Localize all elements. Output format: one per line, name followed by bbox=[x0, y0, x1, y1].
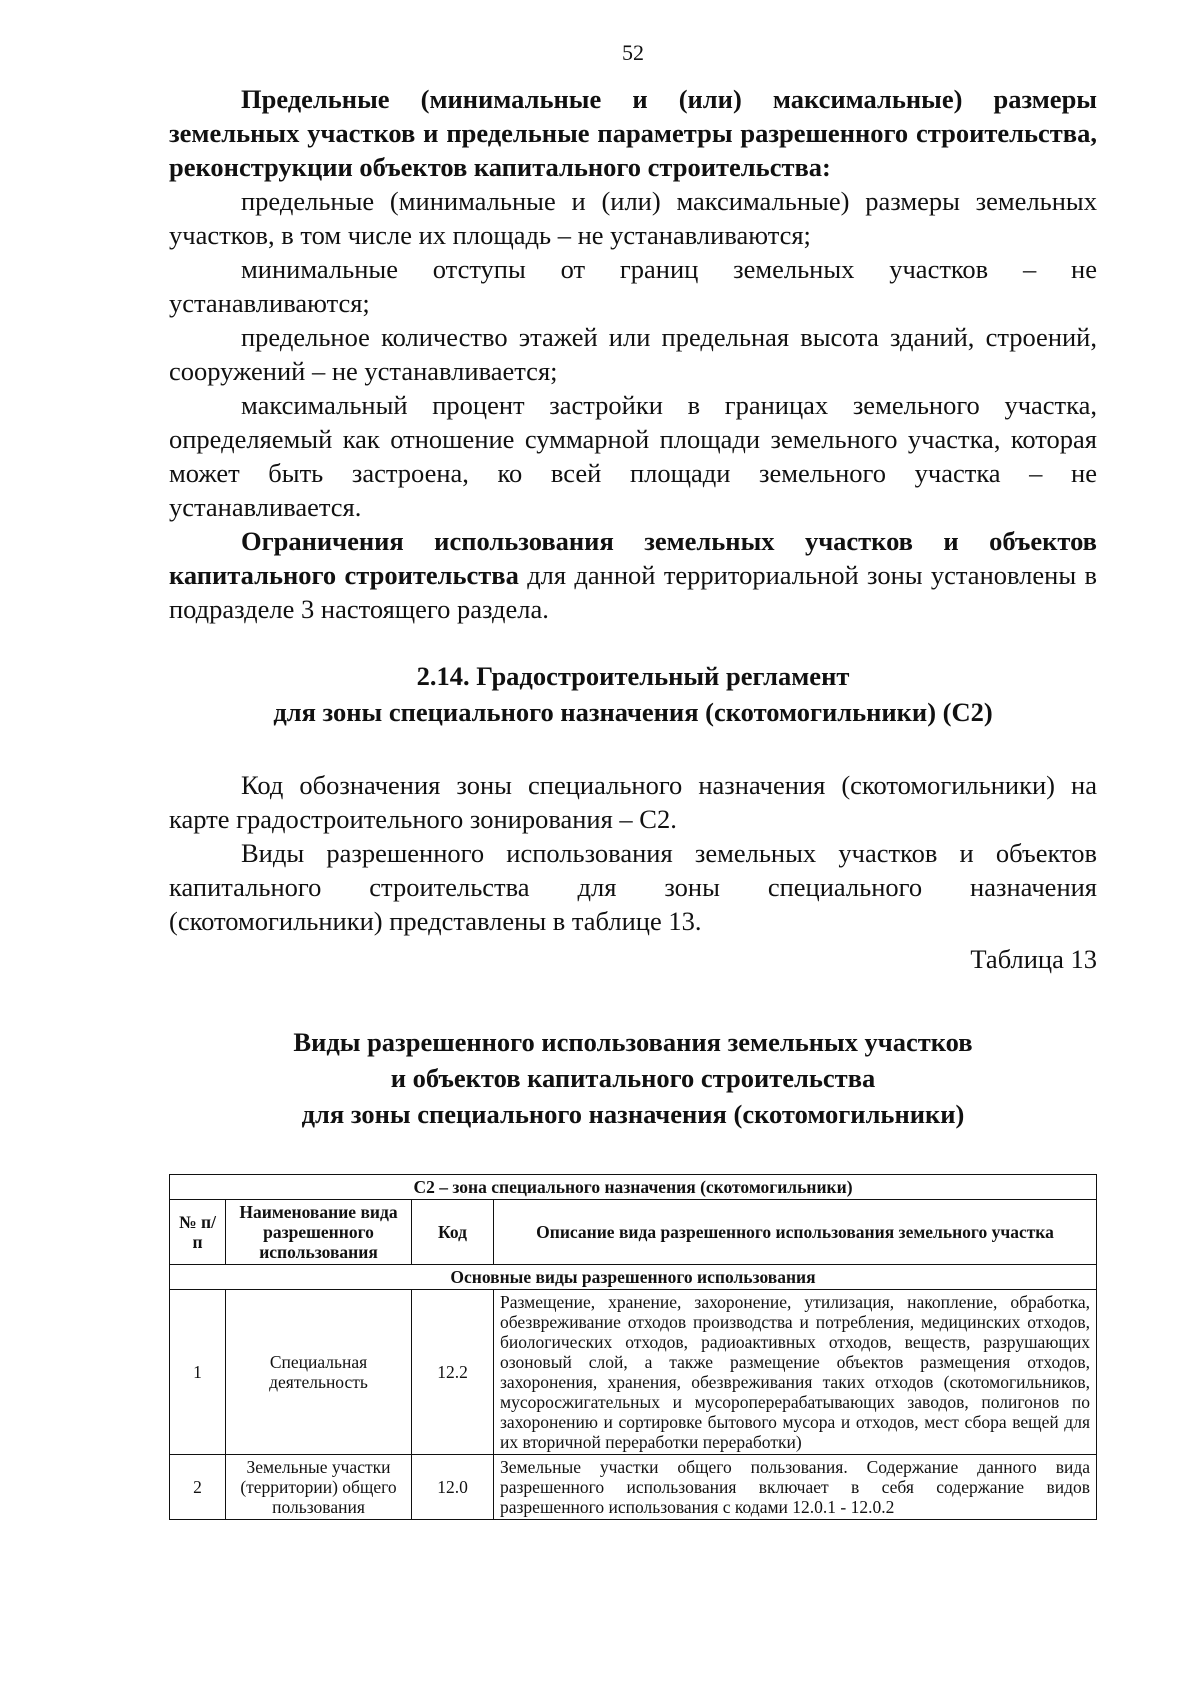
section-title-line-2: для зоны специального назначения (скотомогильники) (С2) bbox=[273, 697, 993, 727]
zone-header-row bbox=[170, 1175, 1097, 1200]
limit-item-2: минимальные отступы от границ земельных участков – не устанавливаются; bbox=[169, 254, 1097, 318]
limit-item-3: предельное количество этажей или предельная высота зданий, строений, сооружений – не устанавливается; bbox=[169, 322, 1097, 386]
col-header-description: Описание вида разрешенного использования земельного участка bbox=[494, 1200, 1097, 1265]
column-header-row bbox=[170, 1200, 1097, 1265]
col-header-name: Наименование вида разрешенного использования bbox=[226, 1200, 412, 1265]
page-number: 52 bbox=[622, 40, 644, 65]
permitted-uses-table bbox=[169, 1174, 1097, 1520]
zone-code-paragraph: Код обозначения зоны специального назначения (скотомогильники) на карте градостроительного зонирования – С2. bbox=[169, 770, 1097, 834]
table-title-line-2: и объектов капитального строительства bbox=[390, 1063, 876, 1093]
row-num: 2 bbox=[170, 1455, 226, 1520]
table-label: Таблица 13 bbox=[970, 944, 1097, 974]
limits-heading: Предельные (минимальные и (или) максимальные) размеры земельных участков и предельные параметры разрешенного строительства, реконструкции объектов капитального строительства: bbox=[169, 84, 1097, 182]
limit-item-1: предельные (минимальные и (или) максимальные) размеры земельных участков, в том числе их площадь – не устанавливаются; bbox=[169, 186, 1097, 250]
restrictions-paragraph bbox=[169, 524, 1097, 626]
table-title-line-3: для зоны специального назначения (скотомогильники) bbox=[301, 1099, 965, 1129]
row-name: Специальная деятельность bbox=[226, 1290, 412, 1455]
limit-item-4: максимальный процент застройки в границах земельного участка, определяемый как отношение суммарной площади земельного участка, которая может быть застроена, ко всей площади земельного участка – не устанавливается. bbox=[169, 390, 1097, 522]
row-code: 12.2 bbox=[412, 1290, 494, 1455]
row-code: 12.0 bbox=[412, 1455, 494, 1520]
table-row bbox=[170, 1455, 1097, 1520]
restrictions-rest: для данной территориальной зоны установлены в подразделе 3 настоящего раздела. bbox=[169, 560, 1097, 624]
section-title-line-1: 2.14. Градостроительный регламент bbox=[416, 661, 850, 691]
col-header-code: Код bbox=[412, 1200, 494, 1265]
row-description: Размещение, хранение, захоронение, утилизация, накопление, обработка, обезвреживание отходов производства и потребления, медицинских отходов, биологических отходов, радиоактивных отходов, веществ, разрушающих озоновый слой, а также размещение объектов размещения отходов, захоронения, хранения, обезвреживания таких отходов (скотомогильников, мусоросжигательных и мусороперерабатывающих заводов, полигонов по захоронению и сортировке бытового мусора и отходов, мест сбора вещей для их вторичной переработки переработки) bbox=[494, 1290, 1097, 1455]
restrictions-bold: Ограничения использования земельных участков и объектов капитального строительства bbox=[169, 526, 1097, 590]
table-title-line-1: Виды разрешенного использования земельных участков bbox=[293, 1027, 973, 1057]
section-header: Основные виды разрешенного использования bbox=[170, 1265, 1097, 1290]
zone-header: С2 – зона специального назначения (скотомогильники) bbox=[170, 1175, 1097, 1200]
document-page bbox=[169, 40, 1097, 1520]
col-header-num: № п/п bbox=[170, 1200, 226, 1265]
table-row bbox=[170, 1290, 1097, 1455]
row-description: Земельные участки общего пользования. Содержание данного вида разрешенного использования включает в себя содержание видов разрешенного использования с кодами 12.0.1 - 12.0.2 bbox=[494, 1455, 1097, 1520]
section-header-row bbox=[170, 1265, 1097, 1290]
row-name: Земельные участки (территории) общего пользования bbox=[226, 1455, 412, 1520]
row-num: 1 bbox=[170, 1290, 226, 1455]
permitted-uses-paragraph: Виды разрешенного использования земельных участков и объектов капитального строительства для зоны специального назначения (скотомогильники) представлены в таблице 13. bbox=[169, 838, 1097, 936]
